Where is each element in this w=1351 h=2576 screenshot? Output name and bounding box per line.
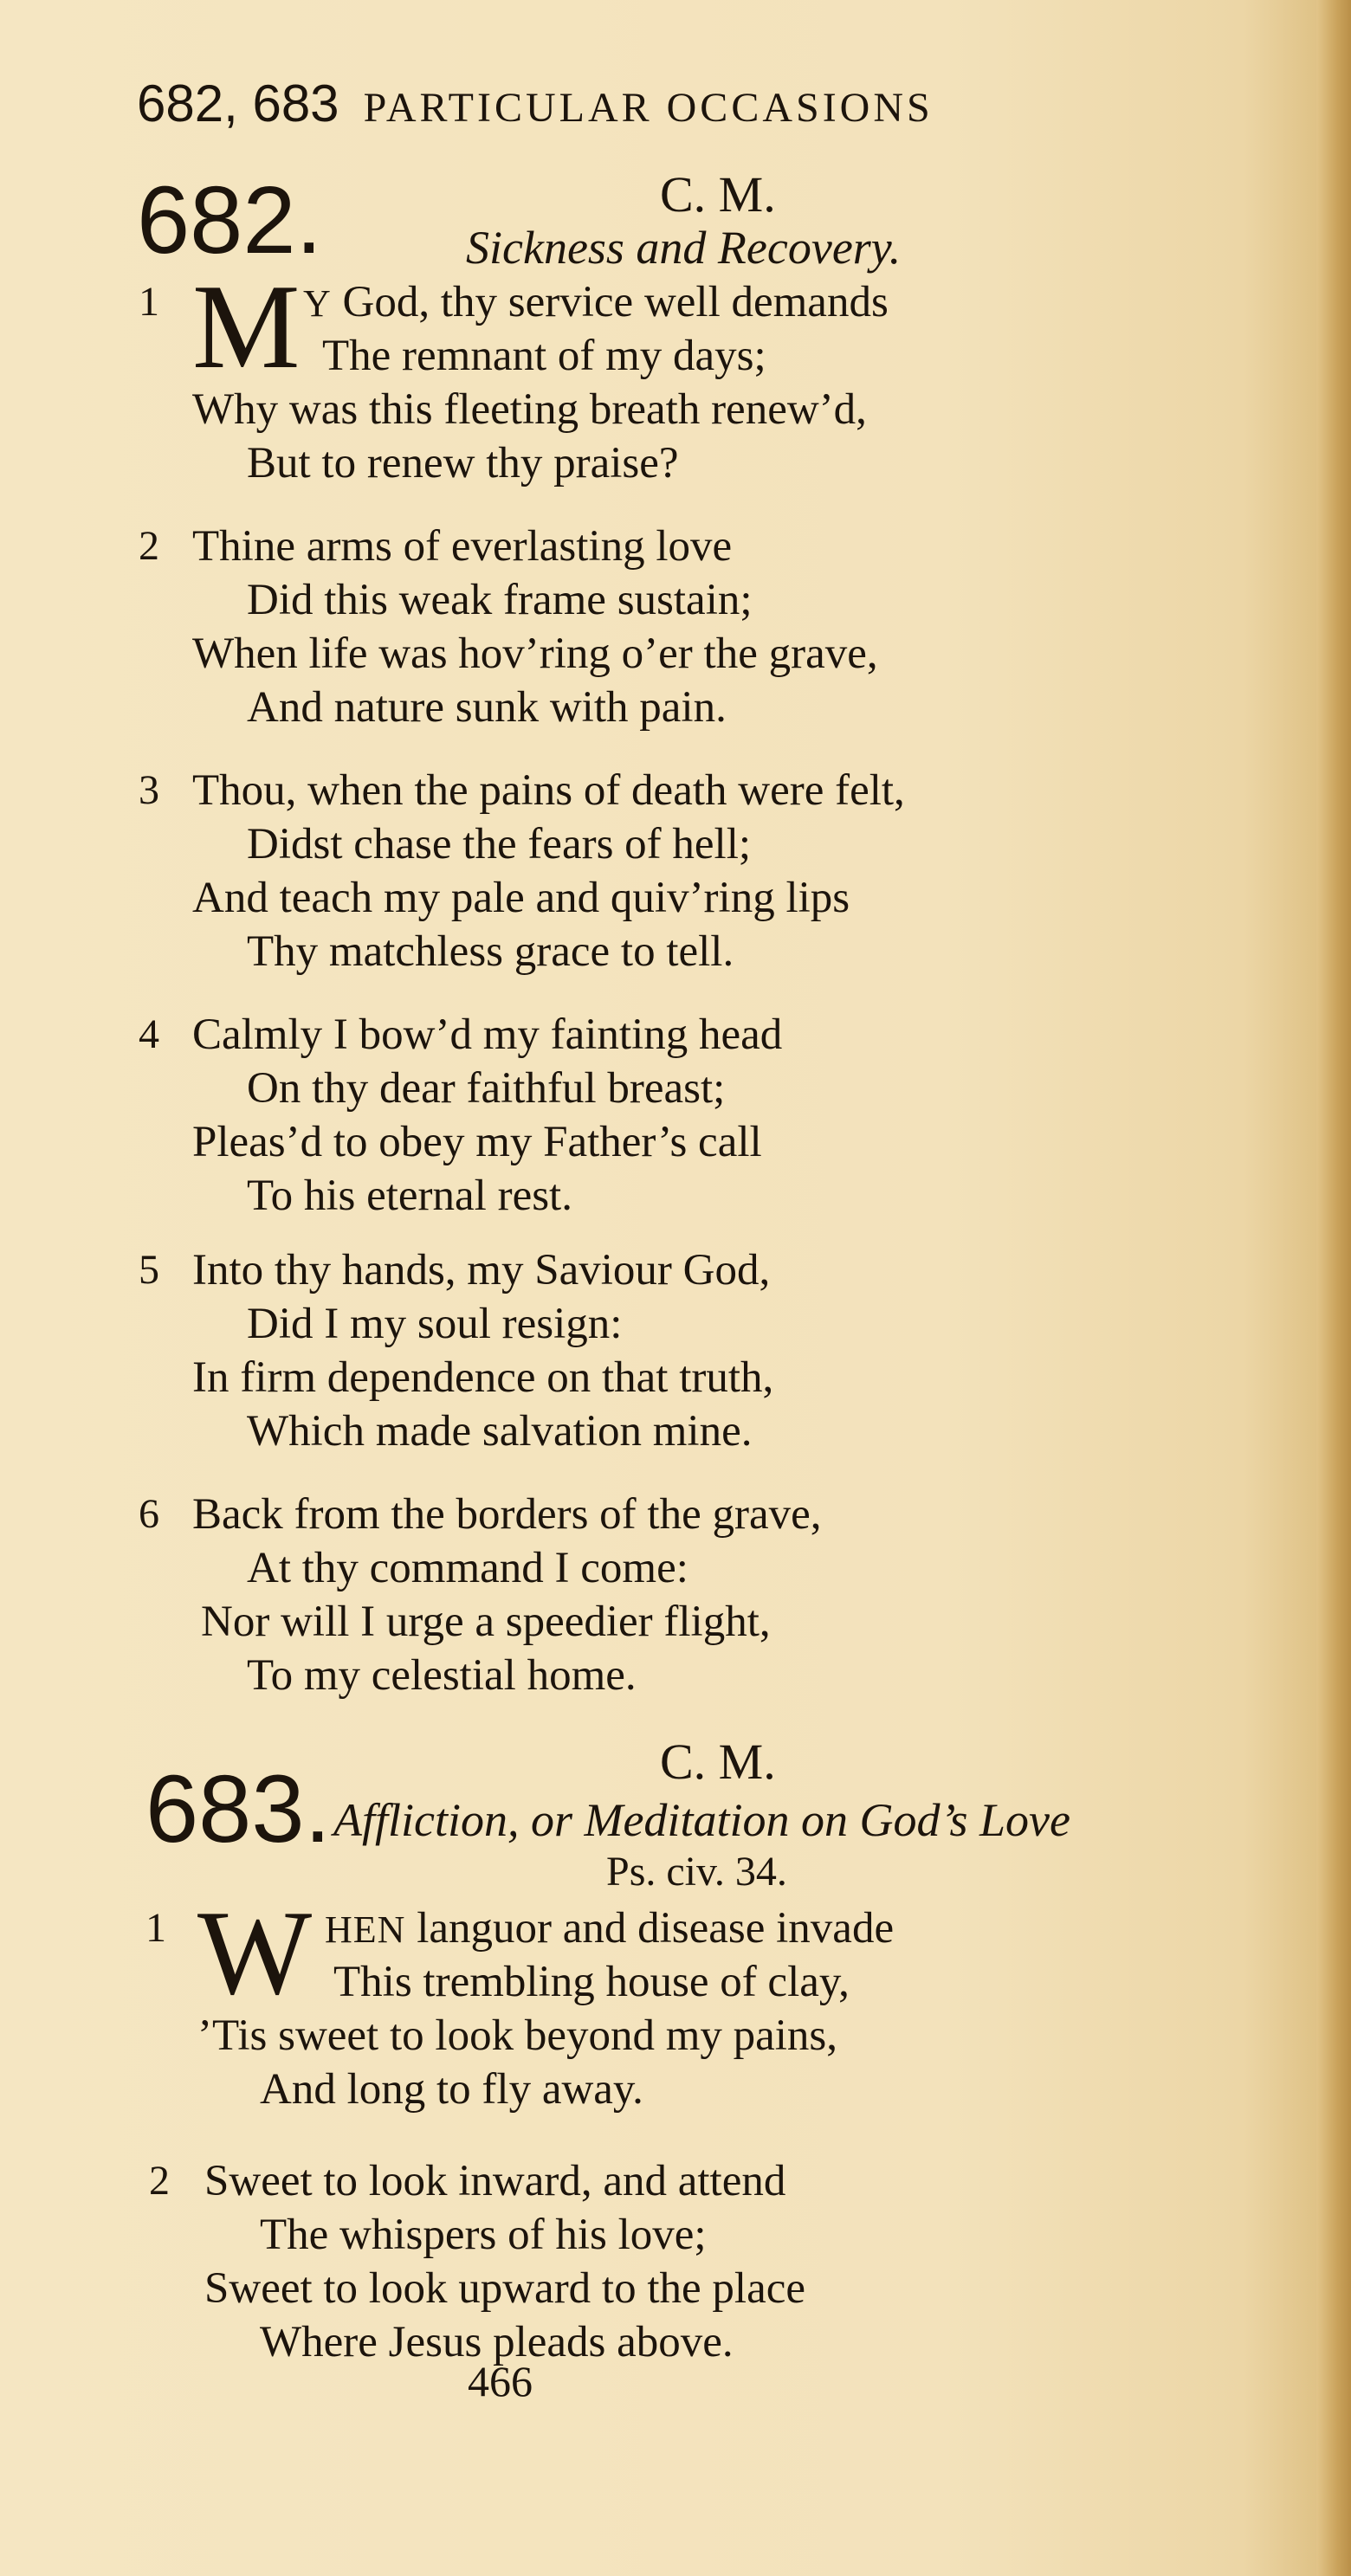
verse-first-line bbox=[325, 1901, 894, 1957]
verse-line: And nature sunk with pain. bbox=[247, 683, 727, 732]
verse-line: But to renew thy praise? bbox=[247, 439, 679, 487]
verse-line: Which made salvation mine. bbox=[247, 1407, 753, 1456]
verse-number: 1 bbox=[139, 279, 159, 325]
verse-line: Did this weak frame sustain; bbox=[247, 576, 753, 624]
verse-line: This trembling house of clay, bbox=[333, 1958, 850, 2006]
verse-line: Thine arms of everlasting love bbox=[192, 522, 733, 571]
header-title: PARTICULAR OCCASIONS bbox=[363, 85, 934, 131]
drop-cap: M bbox=[192, 260, 301, 394]
verse-number: 1 bbox=[145, 1905, 166, 1951]
verse-line: Why was this fleeting breath renew’d, bbox=[192, 385, 867, 434]
hymn-subject: Sickness and Recovery. bbox=[466, 222, 902, 274]
verse-line: When life was hov’ring o’er the grave, bbox=[192, 629, 878, 678]
verse-line: Where Jesus pleads above. bbox=[260, 2318, 734, 2366]
verse-number: 3 bbox=[139, 767, 159, 813]
verse-line: Sweet to look upward to the place bbox=[204, 2264, 805, 2313]
verse-number: 2 bbox=[149, 2158, 170, 2204]
verse-line: Sweet to look inward, and attend bbox=[204, 2157, 786, 2205]
verse-number: 5 bbox=[139, 1247, 159, 1293]
header-hymn-numbers: 682, 683 bbox=[137, 74, 339, 132]
hymn-subject: Affliction, or Meditation on God’s Love bbox=[333, 1794, 1070, 1846]
hymn-meter: C. M. bbox=[660, 1733, 776, 1790]
first-word-caps: Y bbox=[303, 282, 332, 325]
verse-line: ’Tis sweet to look beyond my pains, bbox=[197, 2011, 838, 2060]
page-edge bbox=[1316, 0, 1351, 2576]
verse-line: Didst chase the fears of hell; bbox=[247, 820, 752, 868]
verse-line: And long to fly away. bbox=[260, 2065, 643, 2114]
verse-line: Did I my soul resign: bbox=[247, 1300, 623, 1348]
verse-line: The whispers of his love; bbox=[260, 2211, 707, 2259]
verse-line: At thy command I come: bbox=[247, 1544, 688, 1592]
verse-line: To my celestial home. bbox=[247, 1651, 637, 1700]
verse-line: To his eternal rest. bbox=[247, 1172, 572, 1220]
first-word-caps: HEN bbox=[325, 1908, 406, 1951]
hymn-number: 683. bbox=[145, 1756, 332, 1863]
verse-line: Back from the borders of the grave, bbox=[192, 1490, 822, 1539]
verse-line: Nor will I urge a speedier flight, bbox=[201, 1598, 771, 1646]
first-line-rest: languor and disease invade bbox=[405, 1904, 895, 1953]
verse-number: 4 bbox=[139, 1011, 159, 1057]
page-number: 466 bbox=[468, 2357, 533, 2405]
verse-line: Pleas’d to obey my Father’s call bbox=[192, 1118, 762, 1166]
verse-line: On thy dear faithful breast; bbox=[247, 1064, 726, 1113]
verse-first-line bbox=[303, 275, 889, 331]
drop-cap: W bbox=[197, 1886, 313, 2020]
verse-line: And teach my pale and quiv’ring lips bbox=[192, 874, 850, 922]
verse-line: Thy matchless grace to tell. bbox=[247, 927, 734, 976]
verse-line: The remnant of my days; bbox=[322, 332, 766, 380]
scripture-reference: Ps. civ. 34. bbox=[606, 1849, 787, 1895]
running-header bbox=[137, 69, 1176, 139]
first-line-rest: God, thy service well demands bbox=[331, 278, 889, 326]
verse-number: 6 bbox=[139, 1491, 159, 1537]
verse-line: Thou, when the pains of death were felt, bbox=[192, 766, 905, 815]
hymn-meter: C. M. bbox=[660, 166, 776, 223]
verse-number: 2 bbox=[139, 523, 159, 569]
verse-line: In firm dependence on that truth, bbox=[192, 1353, 774, 1402]
hymn-number: 682. bbox=[137, 167, 323, 274]
verse-line: Calmly I bow’d my fainting head bbox=[192, 1010, 783, 1059]
verse-line: Into thy hands, my Saviour God, bbox=[192, 1246, 771, 1294]
